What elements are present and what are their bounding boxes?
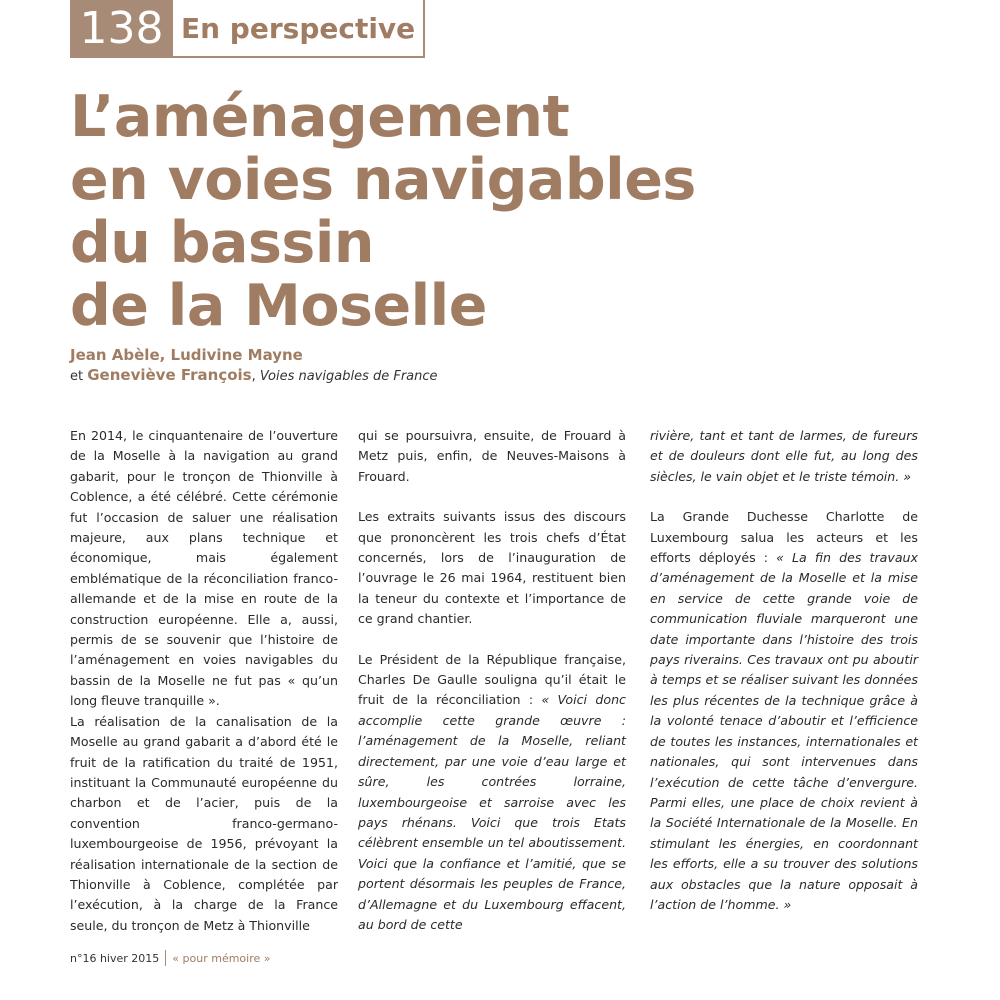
section-label: En perspective [181,11,416,45]
paragraph: qui se poursuivra, ensuite, de Frouard à Metz puis, enfin, de Neuves-Maisons à Frouard. [358,428,626,484]
paragraph: Les extraits suivants issus des discours que prononcèrent les trois chefs d’État concernés, lors de l’inauguration de l’ouvrage le 26 mai 1964, restituent bien la teneur du contexte et l’importance de ce grand chantier. [358,509,626,627]
title-line: du bassin [70,210,374,276]
publication-name: « pour mémoire » [172,951,271,965]
page-number: 138 [70,0,173,58]
author-name-3: Geneviève François [87,366,252,384]
author-affiliation: Voies navigables de France [259,369,438,384]
section-tab [173,0,425,58]
paragraph: En 2014, le cinquantenaire de l’ouverture de la Moselle à la navigation au grand gabarit, pour le tronçon de Thionville à Coblence, a été célébré. Cette cérémonie fut l’occasion de saluer une réalisation majeure, aux plans technique et économique, mais également emblématique de la réconciliation franco-allemande et de la mise en route de la construction européenne. Elle a, aussi, permis de se souvenir que l’histoire de l’aménagement en voies navigables du bassin de la Moselle ne fut pas « qu’un long fleuve tranquille ». [70,428,338,709]
text-column-2 [358,426,626,935]
page-footer [70,950,271,966]
quote-intro: Le Président de la République française, Charles De Gaulle souligna qu’il était le fruit de la réconciliation : [358,651,626,708]
page-header [70,0,425,58]
paragraph: La réalisation de la canalisation de la Moselle au grand gabarit a d’abord été le fruit de la ratification du traité de 1951, instituant la Communauté européenne du charbon et de l’acier, puis de la convention franco-germano-luxembourgeoise de 1956, prévoyant la réalisation internationale de la section de Thionville à Coblence, complétée par l’exécution, à la charge de la France seule, du tronçon de Metz à Thionville [70,713,338,933]
text-column-3 [650,426,918,915]
article-authors: Jean Abèle, Ludivine Mayne et Geneviève François, Voies navigables de France [70,346,438,384]
title-line: L’aménagement [70,84,570,150]
quote: « Voici donc accomplie cette grande œuvre : l’aménagement de la Moselle, reliant directement, par une voie d’eau large et sûre, les contrées lorraine, luxembourgeoise et sarroise avec les pays rhénans. Voici que trois Etats célèbrent ensemble un tel aboutissement. Voici que la confiance et l’amitié, que se portent désormais les peuples de France, d’Allemagne et du Luxembourg effacent, au bord de cette [358,692,626,932]
article-title [70,84,696,339]
paragraph [650,507,918,915]
title-line: en voies navigables [70,147,696,213]
author-conjunction: et [70,369,84,384]
issue-label: n°16 hiver 2015 [70,951,160,965]
paragraph [358,650,626,936]
quote: rivière, tant et tant de larmes, de fureurs et de douleurs dont elle fut, au long des siècles, le vain objet et le triste témoin. » [650,428,918,484]
title-line: de la Moselle [70,273,487,339]
text-column-1 [70,426,338,936]
quote: « La fin des travaux d’aménagement de la Moselle et la mise en service de cette grande voie de communication fluviale marqueront une date importante dans l’histoire des trois pays riverains. Ces travaux ont pu aboutir à temps et se réaliser suivant les données les plus récentes de la technique grâce à la volonté tenace d’aboutir et l’efficience de toutes les instances, internationales et nationales, qui sont intervenues dans l’exécution de cette tâche d’envergure. Parmi elles, une place de choix revient à la Société Internationale de la Moselle. En stimulant les énergies, en coordonnant les efforts, elle a su trouver des solutions aux obstacles que la nature opposait à l’action de l’homme. » [650,550,918,912]
footer-divider [165,950,166,966]
quote-intro: La Grande Duchesse Charlotte de Luxembourg salua les acteurs et les efforts déployés : [650,509,918,566]
author-names: Jean Abèle, Ludivine Mayne [70,346,303,364]
